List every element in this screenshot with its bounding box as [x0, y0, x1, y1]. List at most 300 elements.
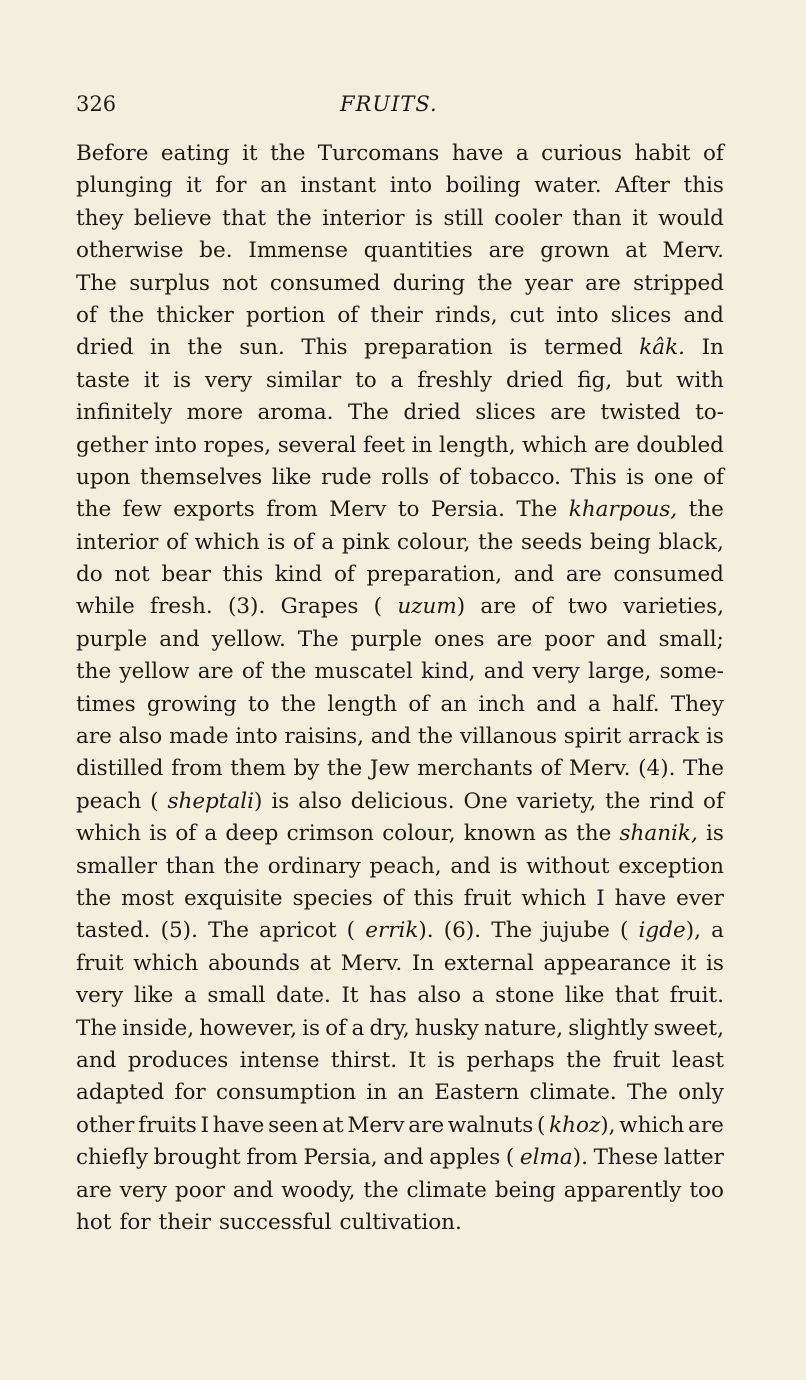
word: of [333, 562, 355, 588]
word: fig, [577, 367, 613, 393]
italic-term: elma [519, 1145, 573, 1171]
word: least [671, 1047, 724, 1073]
word: made [168, 724, 229, 750]
word: In [411, 950, 435, 976]
word: crimson [286, 821, 375, 847]
word: few [122, 497, 162, 523]
word: length [327, 691, 398, 717]
word: doubled [636, 432, 724, 458]
text-line [76, 721, 724, 753]
word: which [194, 529, 260, 555]
word: fruit [76, 950, 124, 976]
word: at [625, 238, 647, 264]
word: species [292, 885, 373, 911]
word: Before [76, 141, 149, 166]
text-line [76, 948, 724, 980]
word: large, [588, 659, 652, 685]
word: have [451, 141, 504, 166]
word: Merv. [569, 756, 631, 782]
word: One [463, 788, 508, 814]
word: which [133, 950, 199, 976]
word: very [119, 1177, 168, 1203]
word: rinds, [434, 302, 498, 328]
italic-term: errik [365, 918, 419, 944]
word: a [321, 529, 335, 555]
word: of [175, 821, 197, 847]
word: not [222, 270, 258, 296]
word: The [516, 497, 558, 523]
word: is [509, 335, 528, 361]
word: is [415, 205, 434, 231]
word: the [327, 756, 363, 782]
word: curious [541, 141, 623, 166]
word: a [351, 1015, 365, 1041]
word: and [76, 1047, 117, 1073]
text-line [76, 1175, 724, 1207]
word: slices [475, 400, 536, 426]
word: walnuts [447, 1112, 534, 1138]
word: spirit [563, 724, 622, 750]
word: are [565, 562, 602, 588]
word: in [411, 432, 433, 458]
word: stone [495, 983, 555, 1009]
text-line [76, 365, 724, 397]
word: for [215, 173, 247, 199]
page-number: 326 [76, 92, 117, 116]
word: of [438, 464, 460, 490]
word: delicious. [350, 788, 455, 814]
word: of [325, 1015, 347, 1041]
word: The [76, 270, 117, 296]
text-line [76, 268, 724, 300]
word: consumption [215, 1080, 357, 1106]
word: ever [676, 885, 724, 911]
word: The [347, 400, 389, 426]
word: cultivation. [339, 1209, 462, 1235]
word: husky [414, 1015, 479, 1041]
text-line [76, 235, 724, 267]
text-line [76, 170, 724, 202]
word: that [222, 205, 267, 231]
word: the [478, 529, 514, 555]
text-line [76, 527, 724, 559]
word: intense [239, 1047, 320, 1073]
word: too [689, 1177, 724, 1203]
word: and [232, 1177, 274, 1203]
word: These [593, 1145, 659, 1171]
word: termed [544, 335, 623, 361]
word: taste [76, 367, 130, 393]
word: fruits [138, 1112, 197, 1138]
word: also [298, 788, 342, 814]
word: bear [161, 562, 212, 588]
word: into [389, 173, 433, 199]
word: otherwise [76, 238, 184, 264]
word: half. [612, 691, 660, 717]
word: is [302, 1015, 321, 1041]
text-line [76, 1207, 724, 1239]
word: twisted [600, 400, 681, 426]
word: from [266, 497, 318, 523]
word: of [292, 529, 314, 555]
italic-term: uzum [397, 594, 457, 620]
word: are [408, 1112, 445, 1138]
word: the [566, 1047, 602, 1073]
text-line [76, 1045, 724, 1077]
running-head: FRUITS. [340, 92, 438, 116]
word: which [522, 432, 588, 458]
word: of [703, 464, 724, 490]
word: to [248, 691, 270, 717]
word: of [703, 788, 724, 814]
word: is [706, 821, 724, 847]
word: poor [544, 626, 595, 652]
word: muscatel [314, 659, 413, 685]
word: purple [350, 626, 423, 652]
italic-term: kharpous, [568, 497, 678, 523]
word: are [593, 432, 630, 458]
word: brought [153, 1145, 241, 1171]
word: exports [173, 497, 255, 523]
word: they [76, 205, 124, 231]
word: is [173, 367, 192, 393]
text-line [76, 753, 724, 785]
word: cut [509, 302, 545, 328]
word: as [544, 821, 568, 847]
word: Merv. [340, 950, 403, 976]
word: it [186, 173, 202, 199]
word: and [383, 1145, 424, 1171]
text-line [76, 1013, 724, 1045]
word: to [397, 497, 420, 523]
word: a [390, 367, 404, 393]
word: year [524, 270, 573, 296]
text-line [76, 591, 724, 623]
word: other [76, 1112, 135, 1138]
word: produces [127, 1047, 229, 1073]
word: rolls [381, 464, 430, 490]
word: cooler [494, 205, 563, 231]
text-line [76, 786, 724, 818]
italic-term: igde [638, 918, 686, 944]
word: the [363, 1177, 399, 1203]
word: be. [199, 238, 233, 264]
word: The [491, 918, 533, 944]
word: would [658, 205, 724, 231]
word: like [564, 983, 605, 1009]
word: than [572, 205, 622, 231]
word: is [705, 724, 724, 750]
word: tasted. [76, 918, 151, 944]
word: preparation, [366, 562, 503, 588]
word: peach, [369, 853, 442, 879]
word: that [615, 983, 659, 1009]
word: of [382, 885, 404, 911]
word: The [76, 1015, 117, 1041]
word: of [337, 302, 359, 328]
word: however, [199, 1015, 297, 1041]
word: which [619, 1112, 685, 1138]
word: dry, [369, 1015, 410, 1041]
word: it [632, 205, 648, 231]
word: (6). [443, 918, 482, 944]
word: seeds [520, 529, 583, 555]
word: an [397, 1080, 424, 1106]
word: hot [76, 1209, 112, 1235]
word: errik). [365, 915, 433, 947]
word: preparation [364, 335, 493, 361]
word: are [585, 270, 621, 296]
word: also [118, 724, 163, 750]
word: of [702, 141, 724, 166]
word [639, 332, 685, 364]
word: very [76, 983, 124, 1009]
word: like [133, 983, 174, 1009]
word: length, [439, 432, 516, 458]
word: peach [76, 788, 142, 814]
word: of [531, 594, 553, 620]
word: appearance [543, 950, 672, 976]
word: but [626, 367, 663, 393]
word: dried [505, 367, 564, 393]
word: a [515, 141, 529, 166]
word: an [260, 173, 287, 199]
word: is [149, 821, 168, 847]
word: one [653, 464, 694, 490]
word: from [171, 756, 223, 782]
text-line [76, 980, 724, 1012]
word: is [626, 464, 645, 490]
body-text [76, 138, 724, 1239]
word: fresh. [150, 594, 213, 620]
word: is [705, 950, 724, 976]
word: poor [175, 1177, 225, 1203]
word: The [297, 626, 339, 652]
word: ones [434, 626, 485, 652]
word: thicker [156, 302, 234, 328]
word: this [222, 562, 264, 588]
word: it [143, 367, 160, 393]
word: are [488, 238, 525, 264]
word: have [212, 1112, 265, 1138]
word: are [480, 594, 517, 620]
word: nature, [484, 1015, 564, 1041]
word: aroma. [257, 400, 334, 426]
text-line [76, 397, 724, 429]
text-line [76, 818, 724, 850]
text-line [76, 656, 724, 688]
word: two [567, 594, 608, 620]
word: upon [76, 464, 131, 490]
word: of [408, 691, 430, 717]
word: tobacco. [469, 464, 562, 490]
word: is [267, 529, 286, 555]
word: The [683, 756, 724, 782]
word [569, 494, 677, 526]
word: After [615, 173, 670, 199]
word: dried [403, 400, 461, 426]
word: are [550, 400, 587, 426]
word: colour, [382, 821, 456, 847]
word: exception [618, 853, 724, 879]
text-line [76, 559, 724, 591]
word: for [119, 1209, 151, 1235]
word: villanous [459, 724, 558, 750]
word: colour, [397, 529, 471, 555]
word: variety, [516, 788, 597, 814]
word: rude [320, 464, 372, 490]
word: and [536, 691, 577, 717]
word: jujube [542, 918, 610, 944]
word: habit [634, 141, 691, 166]
word: and [370, 724, 412, 750]
word: deep [225, 821, 279, 847]
word: fruit. [669, 983, 724, 1009]
word: of [166, 529, 188, 555]
word: Immense [248, 238, 348, 264]
word: for [174, 1080, 206, 1106]
word: and [683, 302, 724, 328]
word: at [322, 1112, 344, 1138]
word: portion [245, 302, 326, 328]
word: merchants [417, 756, 533, 782]
text-line [76, 883, 724, 915]
word: apricot [259, 918, 337, 944]
word: in [366, 1080, 388, 1106]
word: ( [150, 788, 159, 814]
word: grown [540, 238, 610, 264]
text-line [76, 1077, 724, 1109]
word: fruit [463, 885, 512, 911]
text-line [76, 138, 724, 170]
word: kind [274, 562, 323, 588]
word: known [463, 821, 536, 847]
word: Persia. [430, 497, 505, 523]
word: small [207, 983, 266, 1009]
word: arrack [627, 724, 700, 750]
word: several [277, 432, 357, 458]
word: Merv [347, 1112, 405, 1138]
word: and [513, 562, 555, 588]
word: dried [76, 335, 134, 361]
word: are [688, 1112, 724, 1138]
word: apparently [563, 1177, 682, 1203]
word: are [197, 659, 234, 685]
word: being [494, 1177, 556, 1203]
word: most [121, 885, 175, 911]
word: date. [276, 983, 331, 1009]
text-line [76, 430, 724, 462]
word: a [471, 983, 485, 1009]
word: yellow. [211, 626, 286, 652]
word: are [76, 724, 112, 750]
word: and [450, 853, 491, 879]
word: climate. [529, 1080, 617, 1106]
word: uzum) [397, 591, 465, 623]
word: has [369, 983, 407, 1009]
word: slices [610, 302, 672, 328]
word: seen [268, 1112, 319, 1138]
word: times [76, 691, 136, 717]
word: very [204, 367, 253, 393]
word: apples [429, 1145, 501, 1171]
word: It [408, 1047, 426, 1073]
word: and [483, 659, 525, 685]
word: The [208, 918, 249, 944]
word: the [280, 691, 317, 717]
word: stripped [633, 270, 724, 296]
word: adapted [76, 1080, 165, 1106]
word: a [184, 983, 197, 1009]
word: at [309, 950, 332, 976]
word: very [532, 659, 580, 685]
word: to- [695, 400, 724, 426]
word: ordinary [267, 853, 361, 879]
word: is [271, 788, 290, 814]
word: (4). [638, 756, 676, 782]
word: is [437, 1047, 456, 1073]
word: gether [76, 432, 148, 458]
word: ( [537, 1112, 546, 1138]
word: woody, [281, 1177, 356, 1203]
word: an [440, 691, 468, 717]
word: ( [505, 1145, 515, 1171]
word: I [200, 1112, 210, 1138]
word: themselves [140, 464, 263, 490]
word: a [711, 918, 724, 944]
word: Grapes [280, 594, 359, 620]
word: (5). [160, 918, 198, 944]
word: external [443, 950, 534, 976]
word: exquisite [184, 885, 283, 911]
word: raisins, [284, 724, 364, 750]
word: of [241, 659, 263, 685]
word: ( [373, 594, 383, 620]
text-line [76, 1110, 724, 1142]
text-line [76, 462, 724, 494]
word [620, 818, 698, 850]
word: into [235, 724, 278, 750]
text-line [76, 1142, 724, 1174]
text-line [76, 851, 724, 883]
word: kind, [421, 659, 476, 685]
word: their [370, 302, 423, 328]
word: water. [534, 173, 602, 199]
word: the [417, 724, 454, 750]
word: the [576, 821, 612, 847]
word: the [76, 659, 112, 685]
word: into [556, 302, 599, 328]
word: instant [300, 173, 377, 199]
word: latter [663, 1145, 724, 1171]
word: Persia, [303, 1145, 378, 1171]
word: and [159, 626, 200, 652]
word: ( [346, 918, 356, 944]
word: surplus [129, 270, 210, 296]
word: plunging [76, 173, 173, 199]
word: This [301, 335, 348, 361]
word: the [109, 302, 145, 328]
word: pink [341, 529, 390, 555]
page-header [76, 88, 724, 120]
word: successful [219, 1209, 332, 1235]
word: freshly [417, 367, 493, 393]
word: Eastern [434, 1080, 520, 1106]
word: of [76, 302, 97, 328]
word: growing [146, 691, 237, 717]
word: it [680, 950, 697, 976]
word: a [204, 821, 218, 847]
